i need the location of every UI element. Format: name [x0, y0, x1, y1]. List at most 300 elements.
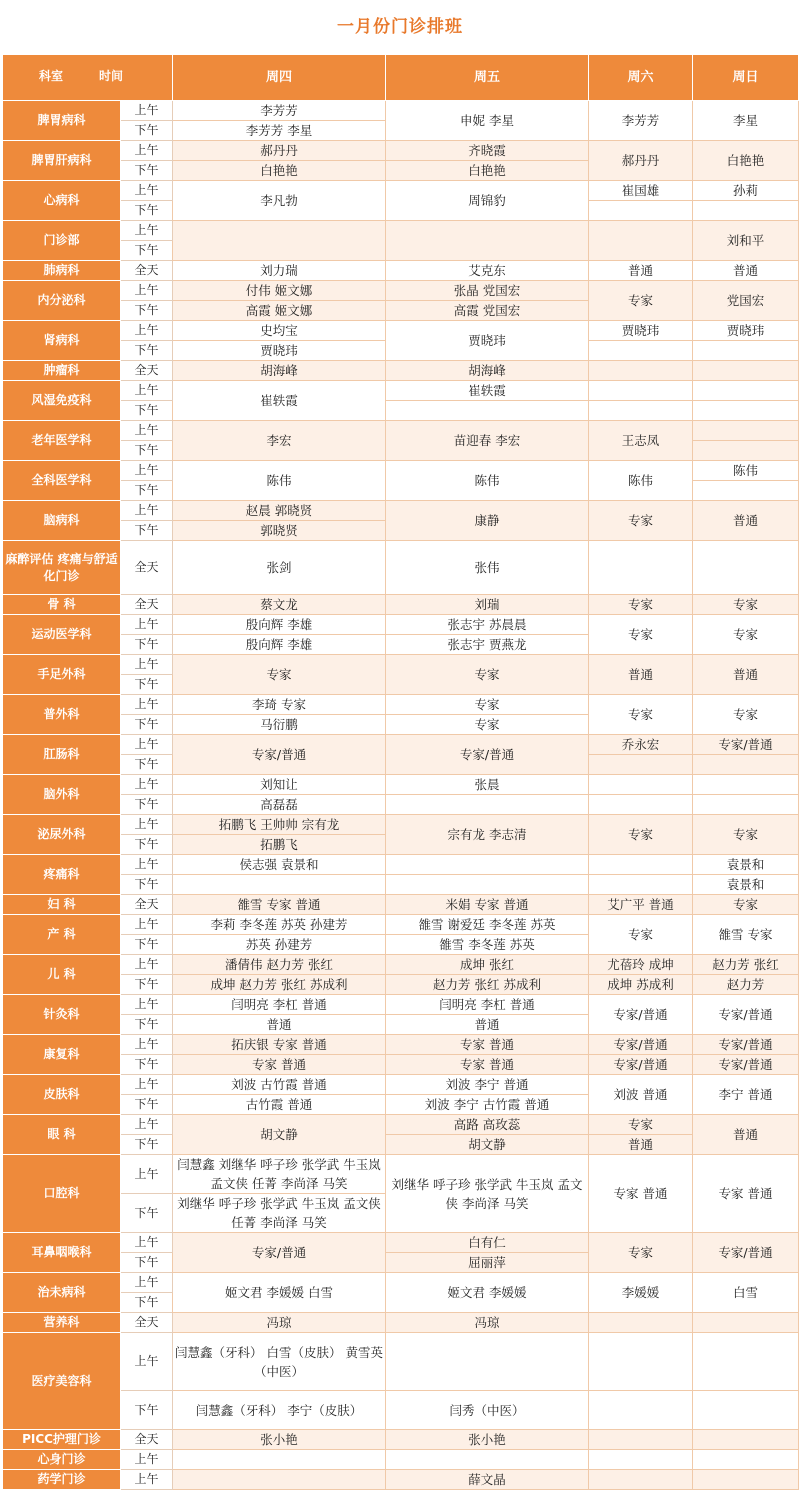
- doctor-cell: 雒雪 专家: [693, 915, 799, 955]
- schedule-row: [3, 101, 799, 121]
- department-cell: 手足外科: [3, 655, 121, 695]
- schedule-row: [3, 381, 799, 401]
- time-slot-cell: 上午: [121, 855, 173, 875]
- doctor-cell: 齐晓霞: [386, 141, 589, 161]
- schedule-row: [3, 1273, 799, 1293]
- schedule-row: [3, 1430, 799, 1450]
- time-slot-cell: 上午: [121, 1450, 173, 1470]
- department-cell: 耳鼻咽喉科: [3, 1233, 121, 1273]
- doctor-cell: 专家 普通: [693, 1155, 799, 1233]
- header-day-fri: 周五: [386, 55, 589, 101]
- schedule-row: [3, 735, 799, 755]
- schedule-row: [3, 795, 799, 815]
- doctor-cell: 高霞 姬文娜: [173, 301, 386, 321]
- department-cell: 麻醉评估 疼痛与舒适化门诊: [3, 541, 121, 595]
- department-cell: 肛肠科: [3, 735, 121, 775]
- schedule-page: [2, 0, 798, 1490]
- time-slot-cell: 下午: [121, 401, 173, 421]
- doctor-cell: [386, 875, 589, 895]
- doctor-cell: 普通: [386, 1015, 589, 1035]
- doctor-cell: 专家/普通: [173, 735, 386, 775]
- doctor-cell: 冯琼: [386, 1313, 589, 1333]
- time-slot-cell: 上午: [121, 1035, 173, 1055]
- doctor-cell: 专家: [386, 695, 589, 715]
- time-slot-cell: 下午: [121, 1391, 173, 1430]
- time-slot-cell: 全天: [121, 1430, 173, 1450]
- doctor-cell: 刘瑞: [386, 595, 589, 615]
- schedule-row: [3, 1055, 799, 1075]
- department-cell: 心病科: [3, 181, 121, 221]
- doctor-cell: [589, 795, 693, 815]
- doctor-cell: 张晶 党国宏: [386, 281, 589, 301]
- doctor-cell: 李宏: [173, 421, 386, 461]
- doctor-cell: 张伟: [386, 541, 589, 595]
- schedule-body: [3, 101, 799, 1490]
- doctor-cell: 胡文静: [173, 1115, 386, 1155]
- doctor-cell: [386, 1450, 589, 1470]
- time-slot-cell: 上午: [121, 181, 173, 201]
- doctor-cell: 苏英 孙建芳: [173, 935, 386, 955]
- time-slot-cell: 上午: [121, 101, 173, 121]
- schedule-row: [3, 541, 799, 595]
- doctor-cell: 周锦豹: [386, 181, 589, 221]
- schedule-row: [3, 895, 799, 915]
- schedule-row: [3, 1035, 799, 1055]
- doctor-cell: 专家: [693, 815, 799, 855]
- doctor-cell: 艾广平 普通: [589, 895, 693, 915]
- time-slot-cell: 上午: [121, 1115, 173, 1135]
- schedule-row: [3, 461, 799, 481]
- time-slot-cell: 上午: [121, 995, 173, 1015]
- time-slot-cell: 上午: [121, 501, 173, 521]
- doctor-cell: 专家 普通: [386, 1055, 589, 1075]
- department-cell: 脾胃病科: [3, 101, 121, 141]
- schedule-row: [3, 1135, 799, 1155]
- department-cell: 肺病科: [3, 261, 121, 281]
- department-cell: 皮肤科: [3, 1075, 121, 1115]
- schedule-row: [3, 775, 799, 795]
- time-slot-cell: 下午: [121, 521, 173, 541]
- schedule-row: [3, 141, 799, 161]
- schedule-row: [3, 915, 799, 935]
- schedule-row: [3, 1333, 799, 1391]
- doctor-cell: 专家: [589, 1115, 693, 1135]
- doctor-cell: 拓鹏飞: [173, 835, 386, 855]
- doctor-cell: 赵力芳 张红: [693, 955, 799, 975]
- doctor-cell: 专家/普通: [589, 995, 693, 1035]
- doctor-cell: 专家: [589, 815, 693, 855]
- time-slot-cell: 下午: [121, 1135, 173, 1155]
- time-slot-cell: 下午: [121, 975, 173, 995]
- doctor-cell: 刘波 古竹霞 普通: [173, 1075, 386, 1095]
- doctor-cell: 专家/普通: [693, 1035, 799, 1055]
- time-slot-cell: 下午: [121, 755, 173, 775]
- doctor-cell: [386, 221, 589, 261]
- doctor-cell: 闫慧鑫（牙科） 白雪（皮肤） 黄雪英（中医）: [173, 1333, 386, 1391]
- time-slot-cell: 下午: [121, 1293, 173, 1313]
- schedule-row: [3, 361, 799, 381]
- time-slot-cell: 下午: [121, 835, 173, 855]
- doctor-cell: 史均宝: [173, 321, 386, 341]
- schedule-row: [3, 281, 799, 301]
- time-slot-cell: 上午: [121, 381, 173, 401]
- time-slot-cell: 上午: [121, 1273, 173, 1293]
- time-slot-cell: 上午: [121, 141, 173, 161]
- schedule-row: [3, 615, 799, 635]
- doctor-cell: [693, 1470, 799, 1490]
- doctor-cell: [693, 481, 799, 501]
- doctor-cell: [693, 441, 799, 461]
- schedule-row: [3, 1450, 799, 1470]
- doctor-cell: [693, 341, 799, 361]
- schedule-row: [3, 875, 799, 895]
- time-slot-cell: 下午: [121, 441, 173, 461]
- doctor-cell: 白艳艳: [173, 161, 386, 181]
- doctor-cell: [589, 855, 693, 875]
- doctor-cell: 普通: [693, 655, 799, 695]
- schedule-row: [3, 1075, 799, 1095]
- department-cell: 药学门诊: [3, 1470, 121, 1490]
- department-cell: 儿 科: [3, 955, 121, 995]
- doctor-cell: 高霞 党国宏: [386, 301, 589, 321]
- doctor-cell: [173, 875, 386, 895]
- doctor-cell: 姬文君 李媛媛: [386, 1273, 589, 1313]
- schedule-row: [3, 855, 799, 875]
- time-slot-cell: 下午: [121, 121, 173, 141]
- schedule-row: [3, 595, 799, 615]
- doctor-cell: 闫慧鑫（牙科） 李宁（皮肤）: [173, 1391, 386, 1430]
- header-day-thu: 周四: [173, 55, 386, 101]
- department-cell: 治未病科: [3, 1273, 121, 1313]
- department-cell: 医疗美容科: [3, 1333, 121, 1430]
- doctor-cell: 贾晓玮: [173, 341, 386, 361]
- doctor-cell: 赵晨 郭晓贤: [173, 501, 386, 521]
- doctor-cell: 专家: [589, 595, 693, 615]
- doctor-cell: 张志宇 苏晨晨: [386, 615, 589, 635]
- doctor-cell: [589, 1470, 693, 1490]
- doctor-cell: 蔡文龙: [173, 595, 386, 615]
- doctor-cell: 普通: [173, 1015, 386, 1035]
- doctor-cell: [589, 201, 693, 221]
- schedule-row: [3, 221, 799, 241]
- doctor-cell: 苗迎春 李宏: [386, 421, 589, 461]
- doctor-cell: 陈伟: [693, 461, 799, 481]
- doctor-cell: 尤蓓玲 成坤: [589, 955, 693, 975]
- schedule-row: [3, 261, 799, 281]
- doctor-cell: 张小艳: [173, 1430, 386, 1450]
- time-slot-cell: 下午: [121, 1015, 173, 1035]
- time-slot-cell: 上午: [121, 1075, 173, 1095]
- time-slot-cell: 上午: [121, 735, 173, 755]
- time-slot-cell: 上午: [121, 221, 173, 241]
- department-cell: 营养科: [3, 1313, 121, 1333]
- doctor-cell: 白艳艳: [386, 161, 589, 181]
- header-day-sat: 周六: [589, 55, 693, 101]
- doctor-cell: 李星: [693, 101, 799, 141]
- time-slot-cell: 上午: [121, 321, 173, 341]
- doctor-cell: 郝丹丹: [173, 141, 386, 161]
- doctor-cell: 成坤 张红: [386, 955, 589, 975]
- time-slot-cell: 上午: [121, 1333, 173, 1391]
- schedule-row: [3, 995, 799, 1015]
- doctor-cell: 专家: [589, 695, 693, 735]
- doctor-cell: 高路 高玫蕊: [386, 1115, 589, 1135]
- schedule-row: [3, 321, 799, 341]
- doctor-cell: 拓庆银 专家 普通: [173, 1035, 386, 1055]
- doctor-cell: [589, 775, 693, 795]
- doctor-cell: 张晨: [386, 775, 589, 795]
- department-cell: 风湿免疫科: [3, 381, 121, 421]
- time-slot-cell: 下午: [121, 301, 173, 321]
- department-cell: 内分泌科: [3, 281, 121, 321]
- doctor-cell: 成坤 赵力芳 张红 苏成利: [173, 975, 386, 995]
- doctor-cell: 高磊磊: [173, 795, 386, 815]
- doctor-cell: 李芳芳: [589, 101, 693, 141]
- department-cell: 眼 科: [3, 1115, 121, 1155]
- department-cell: 全科医学科: [3, 461, 121, 501]
- time-slot-cell: 全天: [121, 595, 173, 615]
- doctor-cell: 陈伟: [173, 461, 386, 501]
- doctor-cell: 专家/普通: [693, 1055, 799, 1075]
- doctor-cell: 宗有龙 李志清: [386, 815, 589, 855]
- schedule-row: [3, 955, 799, 975]
- doctor-cell: [589, 1450, 693, 1470]
- time-slot-cell: 下午: [121, 1095, 173, 1115]
- department-cell: 产 科: [3, 915, 121, 955]
- time-slot-cell: 全天: [121, 541, 173, 595]
- doctor-cell: 郭晓贤: [173, 521, 386, 541]
- time-slot-cell: 上午: [121, 421, 173, 441]
- schedule-row: [3, 975, 799, 995]
- doctor-cell: 马衍鹏: [173, 715, 386, 735]
- doctor-cell: [589, 1430, 693, 1450]
- time-slot-cell: 上午: [121, 695, 173, 715]
- department-cell: 肾病科: [3, 321, 121, 361]
- time-slot-cell: 下午: [121, 241, 173, 261]
- doctor-cell: 刘继华 呼子珍 张学武 牛玉岚 孟文侠 李尚泽 马笑: [386, 1155, 589, 1233]
- page-title: 一月份门诊排班: [337, 17, 463, 37]
- doctor-cell: 闫慧鑫 刘继华 呼子珍 张学武 牛玉岚 孟文侠 任菁 李尚泽 马笑: [173, 1155, 386, 1194]
- doctor-cell: 专家 普通: [589, 1155, 693, 1233]
- doctor-cell: 米娟 专家 普通: [386, 895, 589, 915]
- doctor-cell: [589, 875, 693, 895]
- doctor-cell: 李媛媛: [589, 1273, 693, 1313]
- schedule-row: [3, 421, 799, 441]
- doctor-cell: 刘波 李宁 古竹霞 普通: [386, 1095, 589, 1115]
- doctor-cell: [386, 401, 589, 421]
- doctor-cell: 专家 普通: [173, 1055, 386, 1075]
- department-cell: 泌尿外科: [3, 815, 121, 855]
- doctor-cell: 专家/普通: [693, 995, 799, 1035]
- time-slot-cell: 上午: [121, 775, 173, 795]
- doctor-cell: 侯志强 袁景和: [173, 855, 386, 875]
- doctor-cell: [589, 341, 693, 361]
- schedule-row: [3, 1313, 799, 1333]
- time-slot-cell: 下午: [121, 1194, 173, 1233]
- doctor-cell: 刘继华 呼子珍 张学武 牛玉岚 孟文侠 任菁 李尚泽 马笑: [173, 1194, 386, 1233]
- doctor-cell: 普通: [589, 1135, 693, 1155]
- doctor-cell: 拓鹏飞 王帅帅 宗有龙: [173, 815, 386, 835]
- doctor-cell: [693, 541, 799, 595]
- schedule-table: [2, 54, 799, 1490]
- doctor-cell: 专家: [693, 695, 799, 735]
- doctor-cell: [693, 201, 799, 221]
- department-cell: PICC护理门诊: [3, 1430, 121, 1450]
- doctor-cell: 专家: [589, 915, 693, 955]
- time-slot-cell: 上午: [121, 1470, 173, 1490]
- schedule-row: [3, 1233, 799, 1253]
- time-slot-cell: 下午: [121, 795, 173, 815]
- doctor-cell: [589, 221, 693, 261]
- doctor-cell: 刘波 李宁 普通: [386, 1075, 589, 1095]
- schedule-row: [3, 1155, 799, 1194]
- doctor-cell: 姬文君 李媛媛 白雪: [173, 1273, 386, 1313]
- department-cell: 疼痛科: [3, 855, 121, 895]
- doctor-cell: 专家: [589, 281, 693, 321]
- doctor-cell: 雒雪 李冬莲 苏英: [386, 935, 589, 955]
- time-slot-cell: 下午: [121, 935, 173, 955]
- schedule-row: [3, 1115, 799, 1135]
- doctor-cell: 殷向辉 李雄: [173, 635, 386, 655]
- doctor-cell: 普通: [693, 1115, 799, 1155]
- doctor-cell: 胡文静: [386, 1135, 589, 1155]
- doctor-cell: [173, 1450, 386, 1470]
- doctor-cell: 专家: [589, 1233, 693, 1273]
- schedule-row: [3, 695, 799, 715]
- doctor-cell: 孙莉: [693, 181, 799, 201]
- doctor-cell: 贾晓玮: [693, 321, 799, 341]
- doctor-cell: 薛文晶: [386, 1470, 589, 1490]
- department-cell: 普外科: [3, 695, 121, 735]
- doctor-cell: [589, 541, 693, 595]
- doctor-cell: [693, 795, 799, 815]
- doctor-cell: 专家: [589, 615, 693, 655]
- time-slot-cell: 下午: [121, 715, 173, 735]
- time-slot-cell: 上午: [121, 615, 173, 635]
- department-cell: 老年医学科: [3, 421, 121, 461]
- department-cell: 妇 科: [3, 895, 121, 915]
- doctor-cell: 闫明亮 李杠 普通: [386, 995, 589, 1015]
- doctor-cell: 李凡勃: [173, 181, 386, 221]
- doctor-cell: 申妮 李星: [386, 101, 589, 141]
- doctor-cell: 殷向辉 李雄: [173, 615, 386, 635]
- doctor-cell: 刘和平: [693, 221, 799, 261]
- department-cell: 脑外科: [3, 775, 121, 815]
- time-slot-cell: 上午: [121, 281, 173, 301]
- doctor-cell: 专家: [386, 715, 589, 735]
- doctor-cell: 雒雪 谢爱廷 李冬莲 苏英: [386, 915, 589, 935]
- doctor-cell: [693, 1430, 799, 1450]
- doctor-cell: 王志凤: [589, 421, 693, 461]
- doctor-cell: 陈伟: [386, 461, 589, 501]
- doctor-cell: 郝丹丹: [589, 141, 693, 181]
- department-cell: 门诊部: [3, 221, 121, 261]
- time-slot-cell: 下午: [121, 675, 173, 695]
- time-slot-cell: 全天: [121, 261, 173, 281]
- time-slot-cell: 下午: [121, 341, 173, 361]
- doctor-cell: 崔轶霞: [173, 381, 386, 421]
- time-slot-cell: 上午: [121, 1155, 173, 1194]
- doctor-cell: 专家: [693, 595, 799, 615]
- doctor-cell: 专家: [589, 501, 693, 541]
- schedule-row: [3, 1391, 799, 1430]
- doctor-cell: [589, 1391, 693, 1430]
- department-cell: 口腔科: [3, 1155, 121, 1233]
- doctor-cell: 胡海峰: [386, 361, 589, 381]
- time-slot-cell: 上午: [121, 655, 173, 675]
- doctor-cell: 专家 普通: [386, 1035, 589, 1055]
- doctor-cell: [693, 1450, 799, 1470]
- schedule-row: [3, 815, 799, 835]
- doctor-cell: 刘力瑞: [173, 261, 386, 281]
- doctor-cell: 刘波 普通: [589, 1075, 693, 1115]
- department-cell: 脑病科: [3, 501, 121, 541]
- doctor-cell: 雒雪 专家 普通: [173, 895, 386, 915]
- doctor-cell: [589, 401, 693, 421]
- doctor-cell: [589, 1313, 693, 1333]
- time-slot-cell: 下午: [121, 481, 173, 501]
- doctor-cell: 成坤 苏成利: [589, 975, 693, 995]
- doctor-cell: 李芳芳 李星: [173, 121, 386, 141]
- time-slot-cell: 上午: [121, 815, 173, 835]
- doctor-cell: 白艳艳: [693, 141, 799, 181]
- doctor-cell: [693, 755, 799, 775]
- doctor-cell: 党国宏: [693, 281, 799, 321]
- doctor-cell: 赵力芳 张红 苏成利: [386, 975, 589, 995]
- doctor-cell: 专家: [386, 655, 589, 695]
- header-dept-label: 科室: [39, 68, 64, 83]
- doctor-cell: 专家/普通: [693, 1233, 799, 1273]
- doctor-cell: 崔轶霞: [386, 381, 589, 401]
- doctor-cell: [173, 221, 386, 261]
- doctor-cell: [693, 361, 799, 381]
- doctor-cell: [693, 421, 799, 441]
- doctor-cell: 普通: [589, 655, 693, 695]
- schedule-row: [3, 655, 799, 675]
- department-cell: 运动医学科: [3, 615, 121, 655]
- doctor-cell: 普通: [693, 501, 799, 541]
- doctor-cell: [173, 1470, 386, 1490]
- doctor-cell: 专家: [693, 895, 799, 915]
- time-slot-cell: 下午: [121, 161, 173, 181]
- time-slot-cell: 下午: [121, 635, 173, 655]
- doctor-cell: 普通: [589, 261, 693, 281]
- header-corner: [3, 55, 173, 101]
- department-cell: 肿瘤科: [3, 361, 121, 381]
- doctor-cell: 闫秀（中医）: [386, 1391, 589, 1430]
- doctor-cell: 贾晓玮: [386, 321, 589, 361]
- time-slot-cell: 上午: [121, 461, 173, 481]
- department-cell: 骨 科: [3, 595, 121, 615]
- time-slot-cell: 上午: [121, 955, 173, 975]
- doctor-cell: [693, 381, 799, 401]
- doctor-cell: [589, 361, 693, 381]
- doctor-cell: 李莉 李冬莲 苏英 孙建芳: [173, 915, 386, 935]
- time-slot-cell: 全天: [121, 361, 173, 381]
- doctor-cell: 专家: [173, 655, 386, 695]
- time-slot-cell: 下午: [121, 1055, 173, 1075]
- time-slot-cell: 全天: [121, 895, 173, 915]
- doctor-cell: 贾晓玮: [589, 321, 693, 341]
- time-slot-cell: 上午: [121, 1233, 173, 1253]
- doctor-cell: 普通: [693, 261, 799, 281]
- doctor-cell: 艾克东: [386, 261, 589, 281]
- doctor-cell: 乔永宏: [589, 735, 693, 755]
- doctor-cell: 白有仁: [386, 1233, 589, 1253]
- schedule-row: [3, 181, 799, 201]
- doctor-cell: 付伟 姬文娜: [173, 281, 386, 301]
- doctor-cell: 专家/普通: [386, 735, 589, 775]
